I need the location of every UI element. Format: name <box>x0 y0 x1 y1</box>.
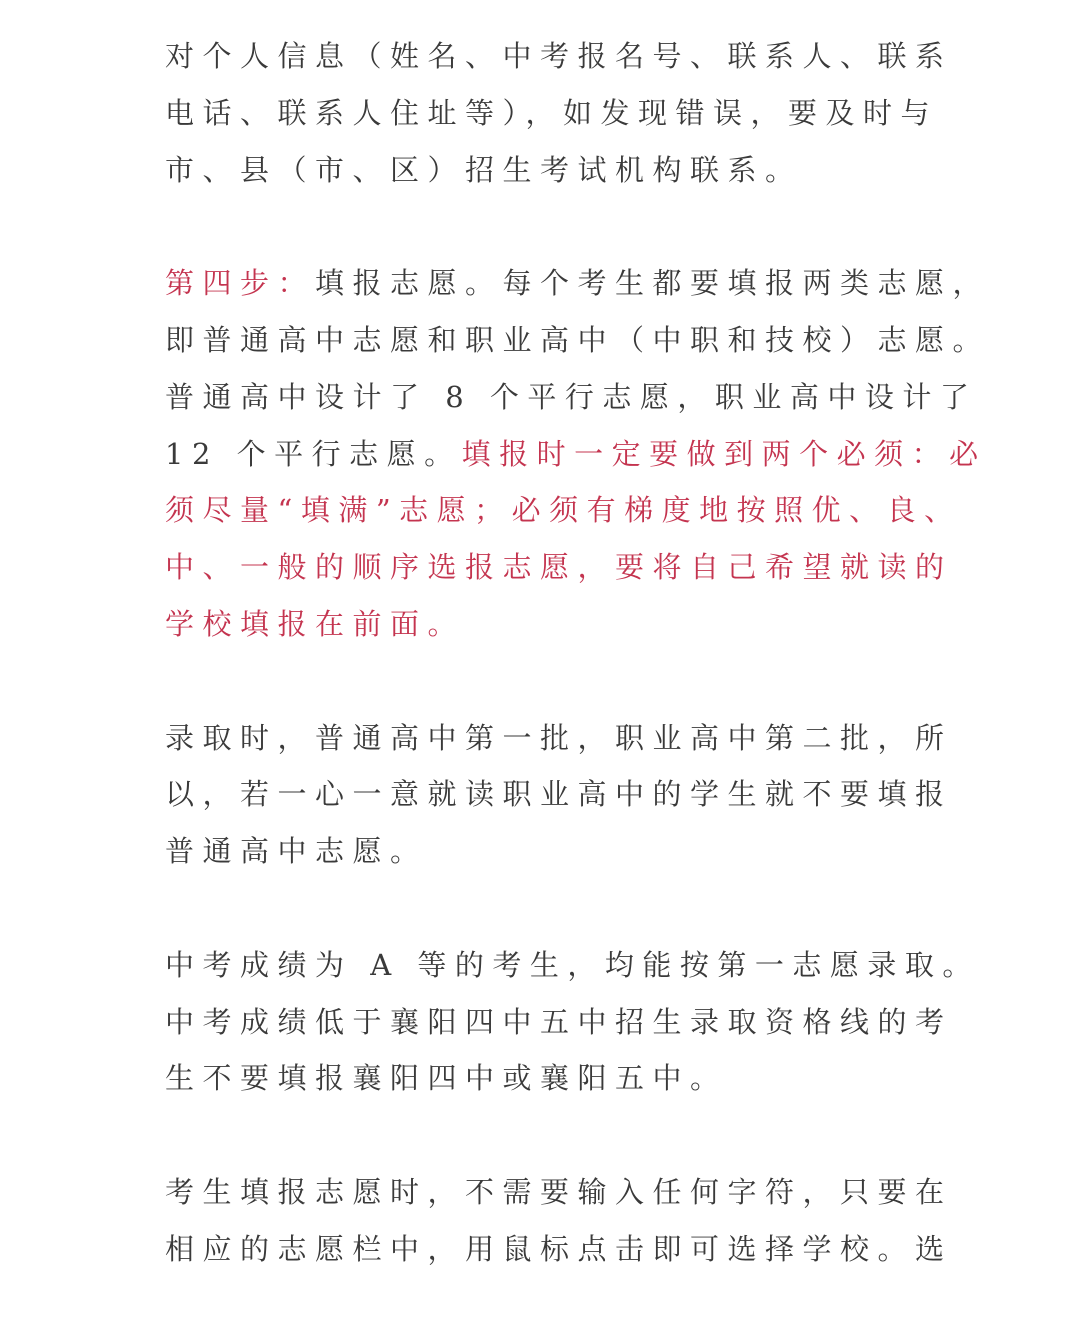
text-line: 考生填报志愿时，不需要输入任何字符，只要在 <box>165 1174 953 1209</box>
paragraph-admission-order <box>165 710 953 880</box>
text-line: 中考成绩为 A 等的考生，均能按第一志愿录取。 <box>165 947 980 982</box>
text-line: 对个人信息（姓名、中考报名号、联系人、联系 <box>165 39 953 73</box>
paragraph-selection-method <box>165 1164 953 1278</box>
text-line: 普通高中志愿。 <box>165 834 428 869</box>
text-run: 12 个平行志愿。 <box>165 436 462 471</box>
text-line: 中考成绩低于襄阳四中五中招生录取资格线的考 <box>165 1004 953 1039</box>
text-line: 电话、联系人住址等），如发现错误，要及时与 <box>165 95 939 130</box>
paragraph-score-rules <box>165 937 980 1107</box>
step-heading: 第四步： <box>165 266 316 301</box>
text-line <box>165 482 962 539</box>
paragraph-step-four <box>165 255 991 653</box>
text-line: 生不要填报襄阳四中或襄阳五中。 <box>165 1061 728 1096</box>
text-line <box>165 255 991 312</box>
text-line <box>165 539 953 596</box>
text-line <box>165 312 991 369</box>
text-line: 相应的志愿栏中，用鼠标点击即可选择学校。选 <box>165 1231 953 1266</box>
highlight-run: 中、一般的顺序选报志愿，要将自己希望就读的 <box>165 550 953 585</box>
text-line: 以，若一心一意就读职业高中的学生就不要填报 <box>165 777 953 812</box>
text-run: 即普通高中志愿和职业高中（中职和技校）志愿。 <box>165 322 991 357</box>
text-run: 普通高中设计了 8 个平行志愿，职业高中设计了 <box>165 379 978 414</box>
highlight-run: 学校填报在前面。 <box>165 606 466 641</box>
text-line: 市、县（市、区）招生考试机构联系。 <box>165 152 803 187</box>
text-line <box>165 426 987 483</box>
article-body <box>165 28 991 1334</box>
highlight-run: 须尽量“填满”志愿；必须有梯度地按照优、良、 <box>165 493 962 528</box>
text-line: 录取时，普通高中第一批，职业高中第二批，所 <box>165 720 953 755</box>
highlight-run: 填报时一定要做到两个必须：必 <box>461 436 987 471</box>
text-line <box>165 596 925 653</box>
text-line <box>165 369 978 426</box>
paragraph-verify-info <box>165 28 953 198</box>
text-run: 填报志愿。每个考生都要填报两类志愿， <box>315 266 991 301</box>
